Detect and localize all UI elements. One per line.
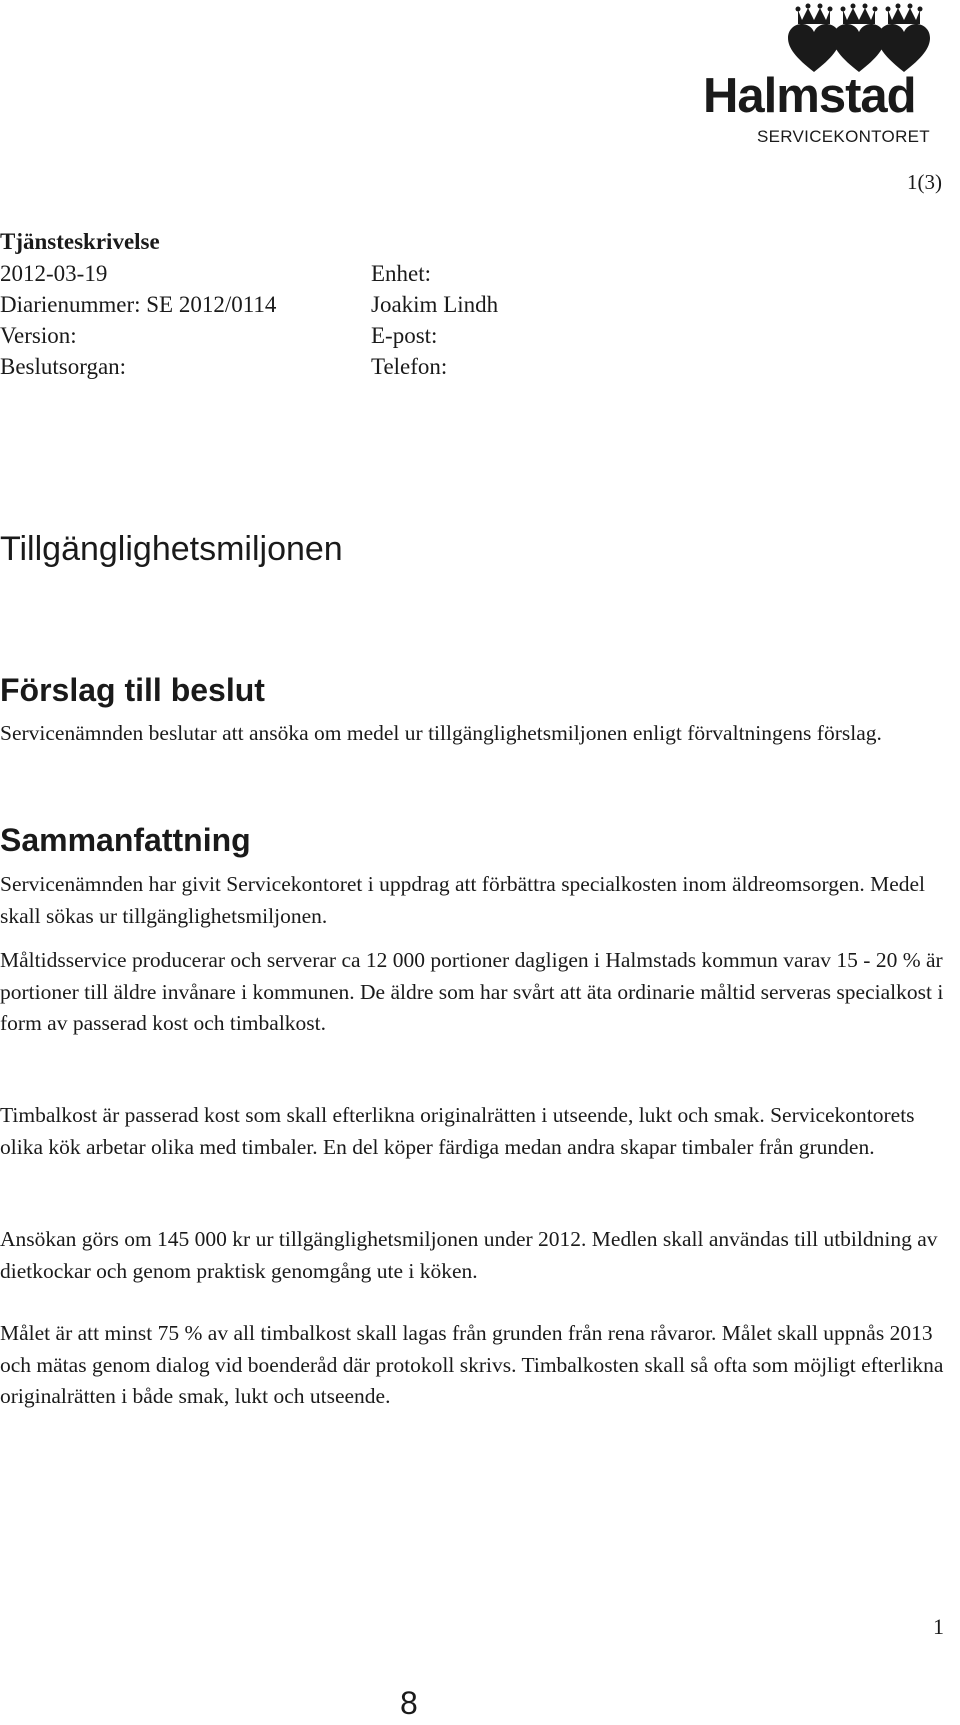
enhet-label: Enhet:: [371, 261, 432, 286]
diarienummer: Diarienummer: SE 2012/0114: [0, 292, 277, 317]
crown-icon: [841, 4, 878, 25]
halmstad-logo: [700, 0, 960, 150]
paragraph: Ansökan görs om 145 000 kr ur tillgänglighetsmiljonen under 2012. Medlen skall användas till utbildning av dietkockar och genom praktisk genomgång ute i köken.: [0, 1227, 938, 1283]
forslag-text: Servicenämnden beslutar att ansöka om medel ur tillgänglighetsmiljonen enligt förvaltningens förslag.: [0, 721, 882, 745]
epost-label: E-post:: [371, 323, 438, 348]
section-heading-sammanfattning: Sammanfattning: [0, 822, 251, 858]
heart-icon: [878, 24, 930, 72]
paragraph: Servicenämnden har givit Servicekontoret i uppdrag att förbättra specialkosten inom äldreomsorgen. Medel skall sökas ur tillgänglighetsmiljonen.: [0, 872, 926, 928]
paragraph: Måltidsservice producerar och serverar ca 12 000 portioner dagligen i Halmstads kommun varav 15 - 20 % är portioner till äldre invånare i kommunen. De äldre som har svårt att äta ordinarie måltid serveras specialkost i form av passerad kost och timbalkost.: [0, 948, 944, 1035]
section-heading-forslag: Förslag till beslut: [0, 672, 265, 708]
logo-subtitle: SERVICEKONTORET: [757, 127, 930, 146]
crown-icon: [796, 4, 833, 25]
document-type: Tjänsteskrivelse: [0, 229, 160, 254]
sheet-number: 8: [400, 1685, 418, 1721]
paragraph: Timbalkost är passerad kost som skall efterlikna originalrätten i utseende, lukt och smak. Servicekontorets olika kök arbetar olika med timbaler. En del köper färdiga medan andra skapar timbaler från grunden.: [0, 1103, 915, 1159]
crowned-hearts-icon: [700, 0, 960, 150]
crown-icon: [886, 4, 923, 25]
handlaggare-name: Joakim Lindh: [371, 292, 499, 317]
telefon-label: Telefon:: [371, 354, 448, 379]
document-title: Tillgänglighetsmiljonen: [0, 530, 343, 568]
page-number: 1: [933, 1614, 944, 1639]
logo-name: Halmstad: [703, 69, 916, 123]
beslutsorgan-label: Beslutsorgan:: [0, 354, 127, 379]
page-reference: 1(3): [907, 170, 942, 194]
heart-icon: [833, 24, 885, 72]
version-label: Version:: [0, 323, 77, 348]
document-date: 2012-03-19: [0, 261, 108, 286]
heart-icon: [788, 24, 840, 72]
paragraph: Målet är att minst 75 % av all timbalkost skall lagas från grunden från rena råvaror. Målet skall uppnås 2013 och mätas genom dialog vid boenderåd där protokoll skrivs. Timbalkosten skall så ofta som möjligt efterlikna originalrätten i både smak, lukt och utseende.: [0, 1321, 944, 1408]
